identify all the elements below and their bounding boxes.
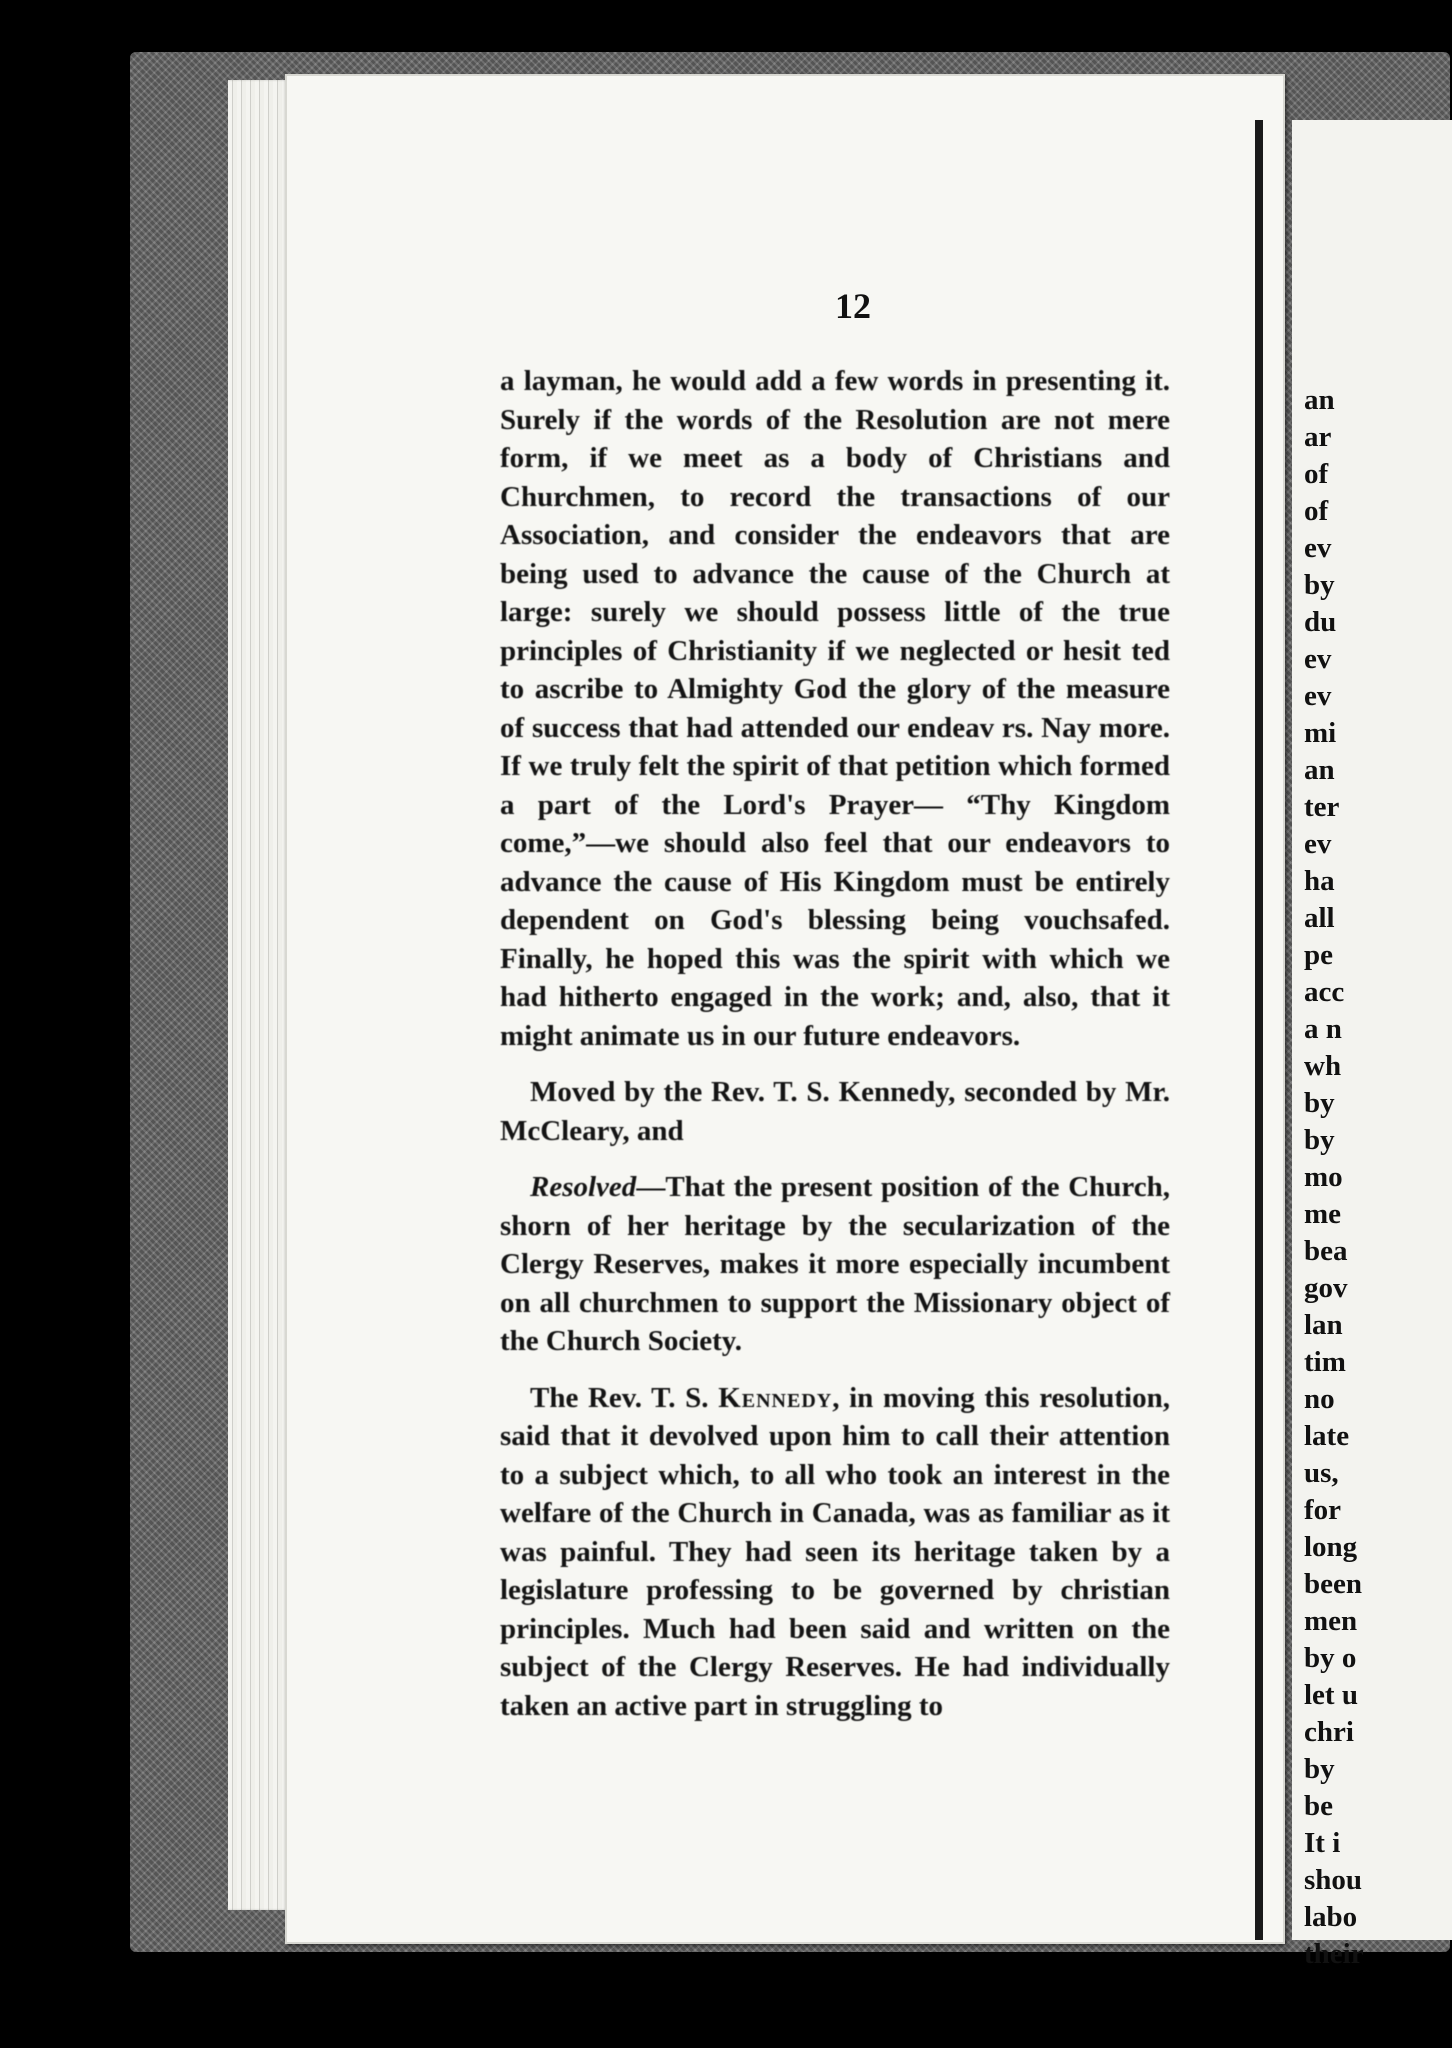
facing-page-line: by: [1304, 1087, 1335, 1119]
facing-page-line: chri: [1304, 1716, 1354, 1748]
facing-page-line: for: [1304, 1494, 1342, 1526]
paragraph-layman: a layman, he would add a few words in presenting it. Surely if the words of the Resolution are not mere form, if we meet as a body of Christians and Churchmen, to record the transactions of our Association, and consider the endeavors that are being used to advance the cause of the Church at large: surely we should possess little of the true principles of Christianity if we neglected or hesit ted to ascribe to Almighty God the glory of the measure of success that had attended our endeav rs. Nay more. If we truly felt the spirit of that petition which formed a part of the Lord's Prayer— “Thy Kingdom come,”—we should also feel that our endeavors to advance the cause of His Kingdom must be entirely dependent on God's blessing being vouchsafed. Finally, he hoped this was the spirit with which we had hitherto engaged in the work; and, also, that it might animate us in our future endeavors.: [500, 365, 1170, 1052]
facing-page-line: of: [1304, 458, 1329, 490]
page-edges: [228, 80, 288, 1910]
facing-page-line: lan: [1304, 1309, 1343, 1341]
paragraph-moved: Moved by the Rev. T. S. Kennedy, seconded by Mr. McCleary, and: [500, 1076, 1170, 1147]
facing-page-line: shou: [1304, 1864, 1363, 1896]
facing-page-line: tim: [1304, 1346, 1346, 1378]
facing-page-line: ev: [1304, 680, 1332, 712]
facing-page-line: ev: [1304, 643, 1332, 675]
facing-page-line: an: [1304, 384, 1335, 416]
facing-page-line: an: [1304, 754, 1335, 786]
facing-page-line: ha: [1304, 865, 1335, 897]
paragraph-resolved: [500, 1168, 1170, 1361]
facing-page-line: of: [1304, 495, 1329, 527]
facing-page-line: ar: [1304, 421, 1332, 453]
facing-page-line: all: [1304, 902, 1335, 934]
book-gutter: [1255, 120, 1263, 1940]
facing-page-line: du: [1304, 606, 1337, 638]
facing-page-line: acc: [1304, 976, 1345, 1008]
facing-page-line: men: [1304, 1605, 1358, 1637]
facing-page-line: no: [1304, 1383, 1335, 1415]
facing-page-line: be: [1304, 1790, 1333, 1822]
facing-page-line: pe: [1304, 939, 1333, 971]
facing-page-line: a n: [1304, 1013, 1342, 1045]
facing-page-line: let u: [1304, 1679, 1358, 1711]
facing-page-line: bea: [1304, 1235, 1348, 1267]
speech-lead: The Rev. T. S.: [530, 1381, 719, 1414]
facing-page-line: late: [1304, 1420, 1350, 1452]
facing-page-line: their: [1304, 1938, 1364, 1970]
facing-page-line: labo: [1304, 1901, 1358, 1933]
facing-page-line: by: [1304, 1124, 1335, 1156]
paragraph-kennedy-speech: [500, 1379, 1170, 1726]
facing-page-line: ter: [1304, 791, 1340, 823]
speech-text: , in moving this resolution, said that it devolved upon him to call their attention to a subject which, to all who took an interest in the welfare of the Church in Canada, was as familiar as it was painful. They had seen its heritage taken by a legislature professing to be governed by christian principles. Much had been said and written on the subject of the Clergy Reserves. He had individually taken an active part in struggling to: [500, 1381, 1170, 1722]
facing-page-line: gov: [1304, 1272, 1348, 1304]
facing-page-line: long: [1304, 1531, 1358, 1563]
page-number: 12: [835, 286, 871, 326]
resolved-label: Resolved: [530, 1171, 637, 1203]
facing-page-line: by o: [1304, 1642, 1357, 1674]
facing-page-line: us,: [1304, 1457, 1339, 1489]
facing-page-line: me: [1304, 1198, 1342, 1230]
resolved-text: —That the present position of the Church, shorn of her heritage by the secularization of the Clergy Reserves, makes it more especially incumbent on all churchmen to support the Missionary object of the Church Society.: [500, 1171, 1170, 1357]
facing-page: [1292, 120, 1452, 1970]
facing-page-line: It i: [1304, 1827, 1341, 1859]
facing-page-line: ev: [1304, 532, 1332, 564]
facing-page-line: by: [1304, 569, 1335, 601]
facing-page-text: [1292, 382, 1364, 1973]
facing-page-line: been: [1304, 1568, 1362, 1600]
facing-page-line: mo: [1304, 1161, 1343, 1193]
facing-page-line: ev: [1304, 828, 1332, 860]
page-body-text: [500, 362, 1170, 1725]
speaker-name: Kennedy: [718, 1381, 833, 1414]
facing-page-line: wh: [1304, 1050, 1342, 1082]
facing-page-line: by: [1304, 1753, 1335, 1785]
facing-page-line: mi: [1304, 717, 1337, 749]
